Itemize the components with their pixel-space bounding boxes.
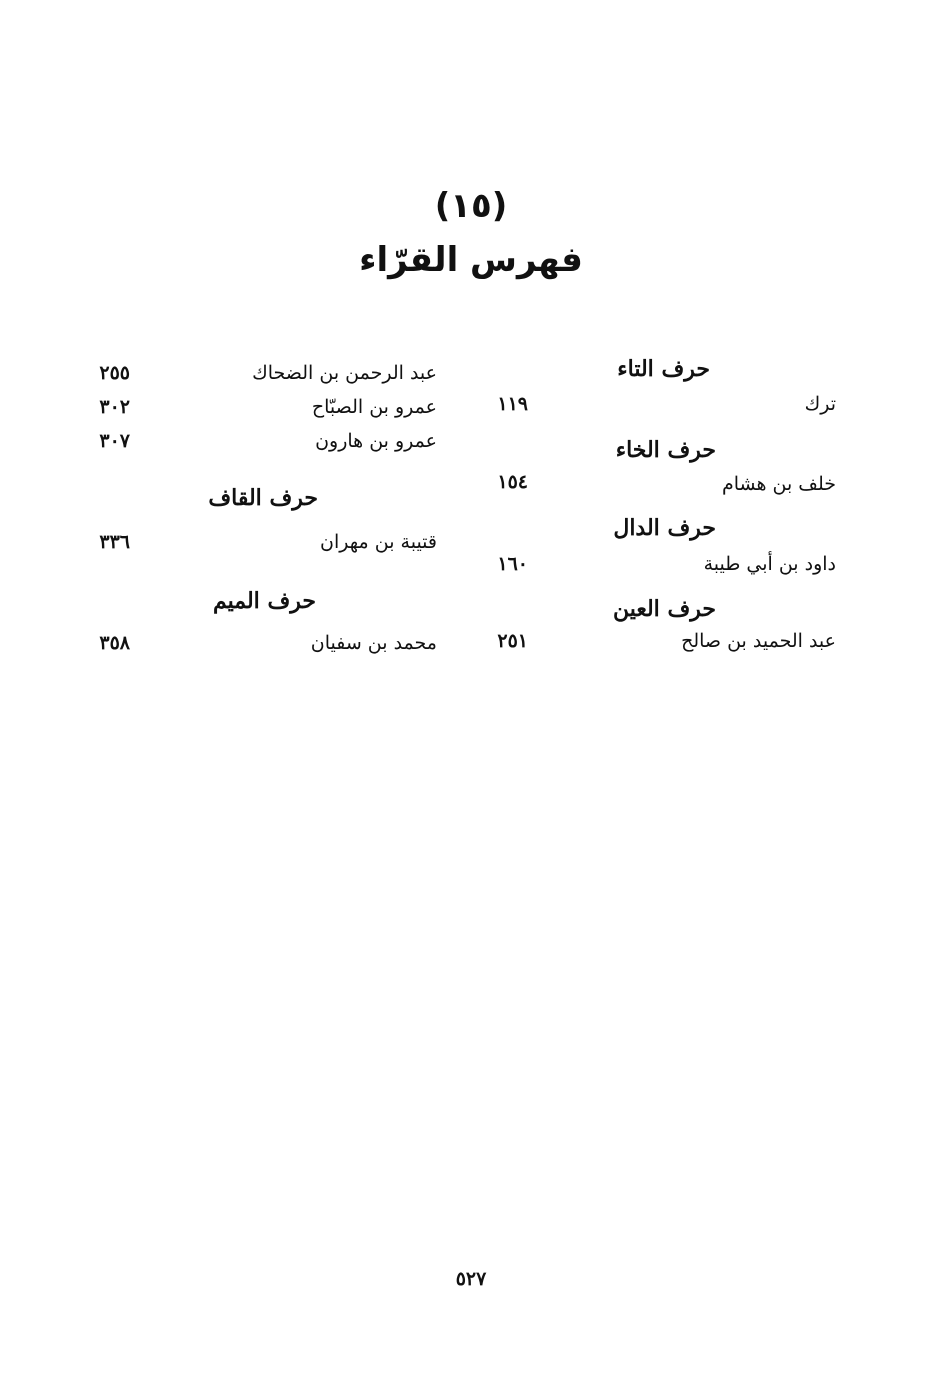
reader-name: عمرو بن الصبّاح [311, 396, 437, 418]
page-ref: ٣٠٢ [99, 396, 130, 418]
section-heading-dal: حرف الدال [613, 515, 716, 541]
section-heading-ayn: حرف العين [612, 596, 716, 622]
reader-name: خلف بن هشام [721, 473, 836, 495]
section-heading-khaa: حرف الخاء [615, 437, 716, 463]
page-ref: ٣٣٦ [99, 531, 130, 553]
page-ref: ٢٥٥ [99, 362, 130, 384]
page-ref: ٣٥٨ [99, 632, 130, 654]
page-number: ٥٢٧ [455, 1268, 487, 1290]
reader-name: عمرو بن هارون [315, 430, 437, 452]
section-heading-taa: حرف التاء [617, 356, 710, 382]
index-title: فهرس القرّاء [359, 240, 583, 280]
reader-name: داود بن أبي طيبة [703, 553, 836, 575]
reader-name: ترك [804, 393, 836, 415]
page-ref: ٣٠٧ [99, 430, 130, 452]
reader-name: عبد الحميد بن صالح [681, 630, 836, 652]
page-ref: ١٦٠ [497, 553, 528, 575]
page-ref: ١٥٤ [497, 471, 528, 493]
reader-name: عبد الرحمن بن الضحاك [252, 362, 437, 384]
reader-name: قتيبة بن مهران [320, 531, 437, 553]
reader-name: محمد بن سفيان [310, 632, 437, 654]
page-ref: ١١٩ [497, 393, 528, 415]
page-ref: ٢٥١ [497, 630, 528, 652]
index-number: (١٥) [434, 186, 508, 226]
section-heading-mim: حرف الميم [212, 588, 316, 614]
section-heading-qaf: حرف القاف [208, 485, 318, 511]
